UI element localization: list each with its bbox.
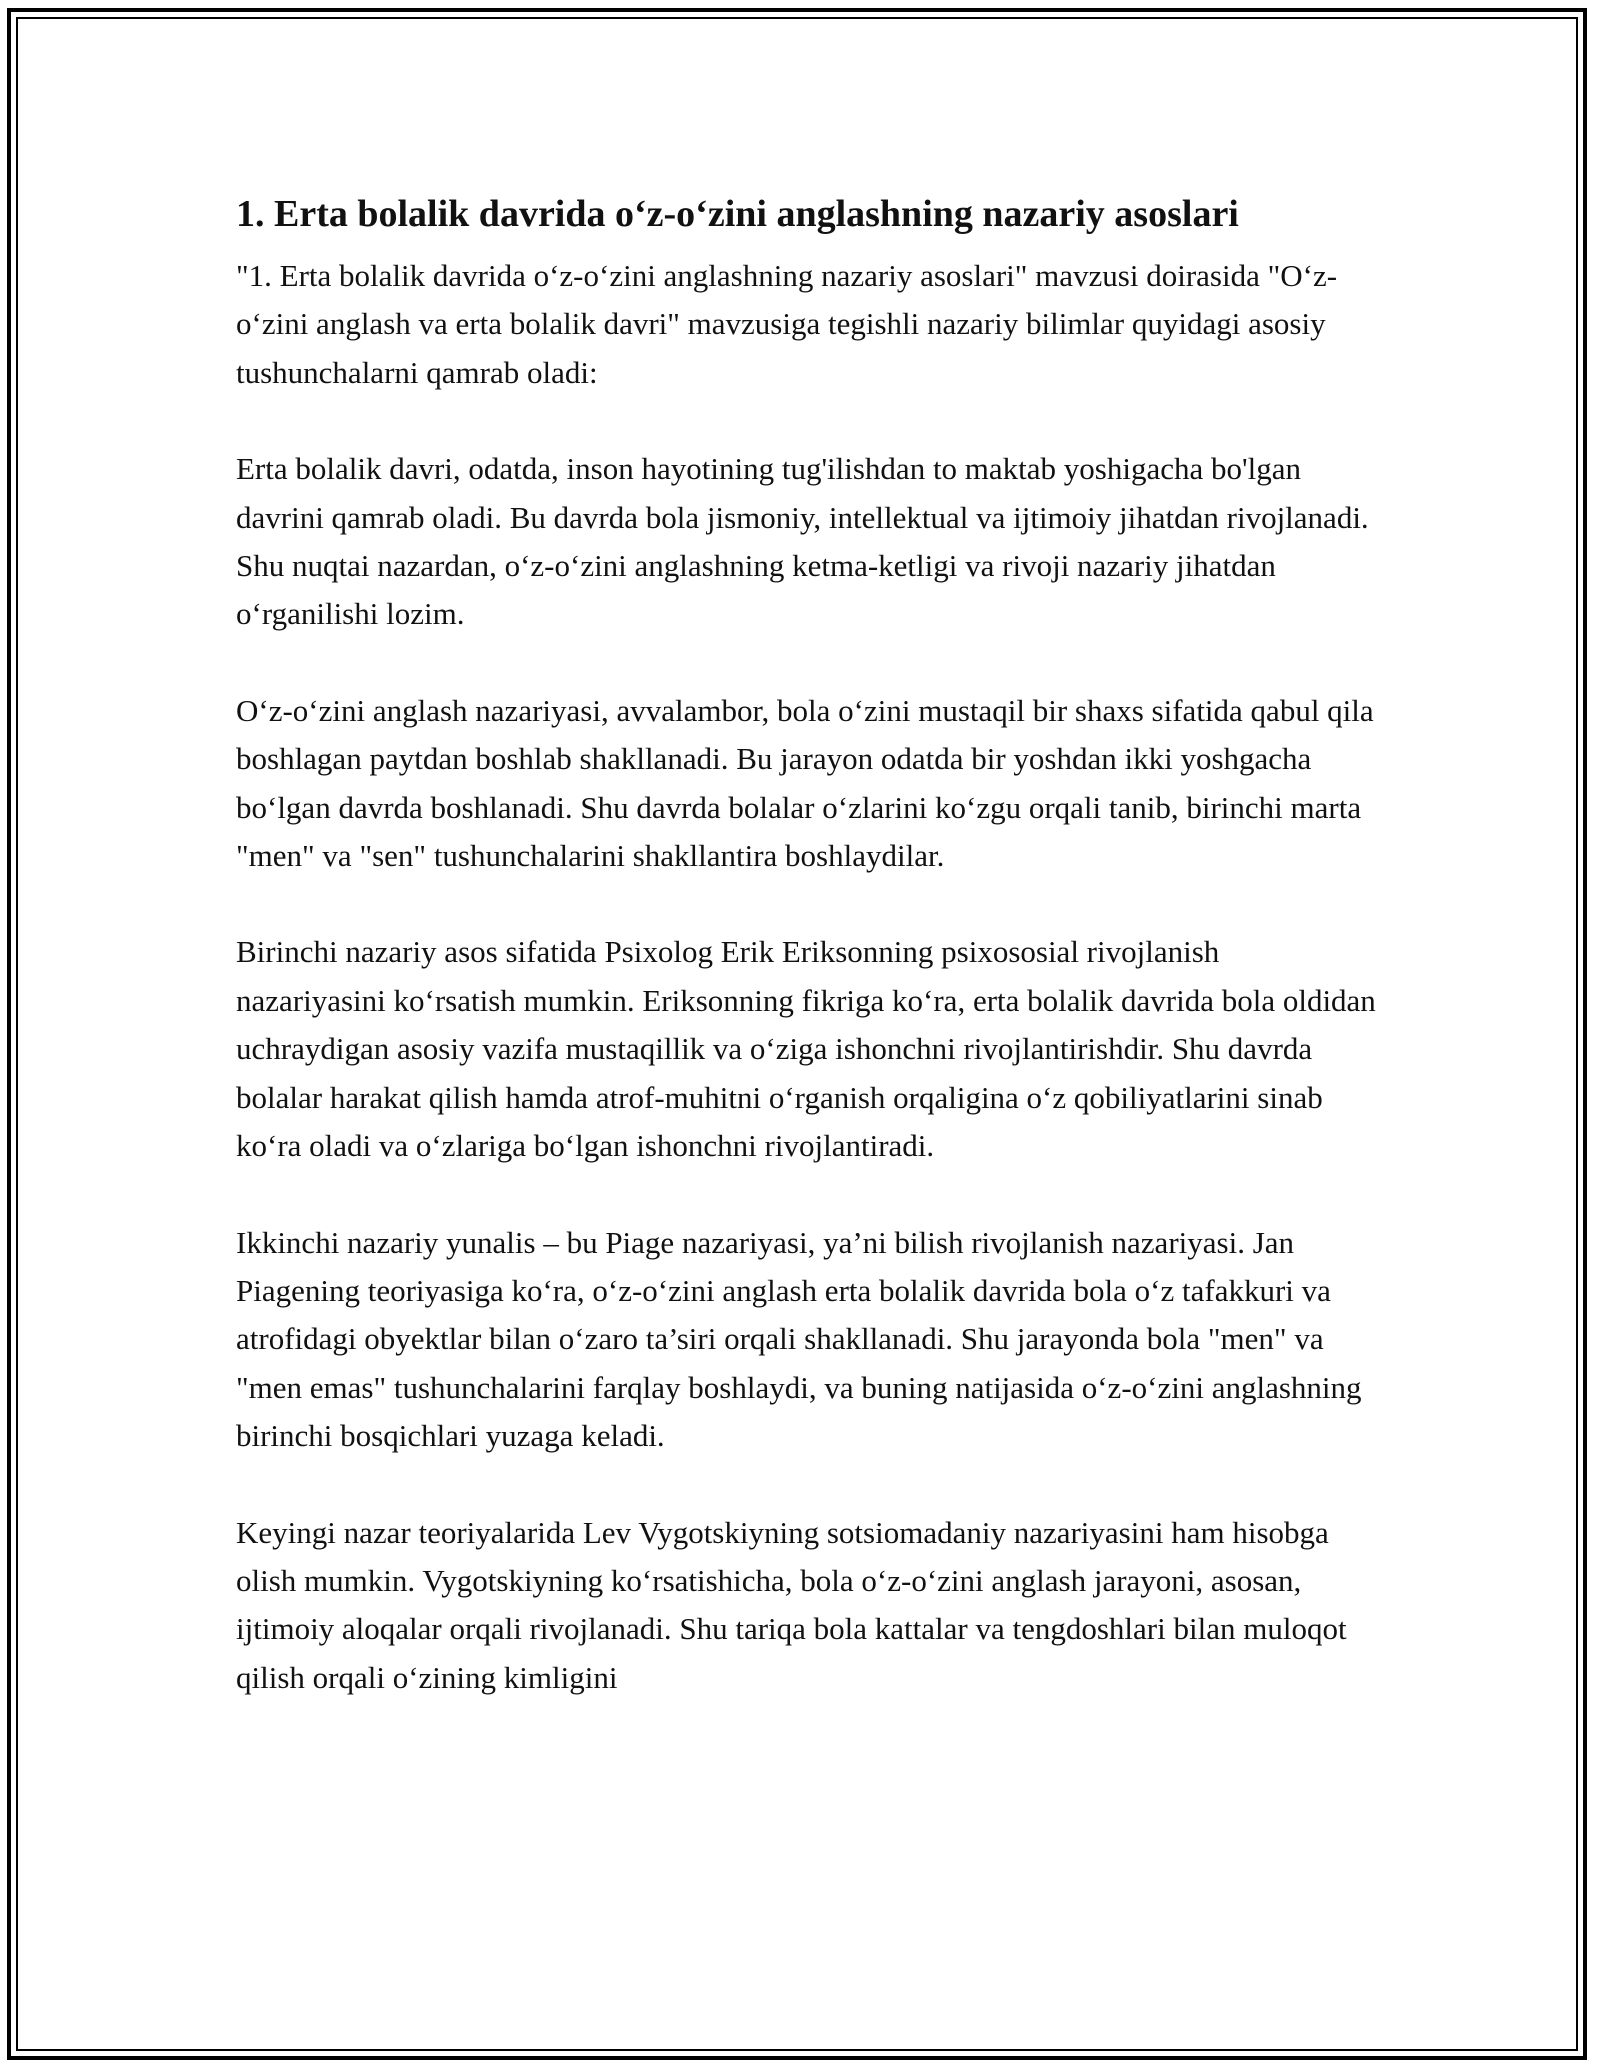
document-body	[236, 184, 1376, 1750]
paragraph-vygotsky: Keyingi nazar teoriyalarida Lev Vygotskiyning sotsiomadaniy nazariyasini ham hisobga olish mumkin. Vygotskiyning ko‘rsatishicha, bola o‘z-o‘zini anglash jarayoni, asosan, ijtimoiy aloqalar orqali rivojlanadi. Shu tariqa bola kattalar va tengdoshlari bilan muloqot qilish orqali o‘zining kimligini	[236, 1514, 1347, 1695]
document-title: 1. Erta bolalik davrida o‘z-o‘zini anglashning nazariy asoslari	[236, 193, 1239, 235]
paragraph-piaget: Ikkinchi nazariy yunalis – bu Piage nazariyasi, ya’ni bilish rivojlanish nazariyasi. Jan Piagening teoriyasiga ko‘ra, o‘z-o‘zini anglash erta bolalik davrida bola o‘z tafakkuri va atrofidagi obyektlar bilan o‘zaro ta’siri orqali shakllanadi. Shu jarayonda bola "men" va "men emas" tushunchalarini farqlay boshlaydi, va buning natijasida o‘z-o‘zini anglashning birinchi bosqichlari yuzaga keladi.	[236, 1224, 1362, 1454]
paragraph-erikson: Birinchi nazariy asos sifatida Psixolog Erik Eriksonning psixososial rivojlanish nazariyasini ko‘rsatish mumkin. Eriksonning fikriga ko‘ra, erta bolalik davrida bola oldidan uchraydigan asosiy vazifa mustaqillik va o‘ziga ishonchni rivojlantirishdir. Shu davrda bolalar harakat qilish hamda atrof-muhitni o‘rganish orqaligina o‘z qobiliyatlarini sinab ko‘ra oladi va o‘zlariga bo‘lgan ishonchni rivojlantiradi.	[236, 934, 1376, 1164]
paragraph-self-awareness-theory: O‘z-o‘zini anglash nazariyasi, avvalambor, bola o‘zini mustaqil bir shaxs sifatida qabul qila boshlagan paytdan boshlab shakllanadi. Bu jarayon odatda bir yoshdan ikki yoshgacha bo‘lgan davrda boshlanadi. Shu davrda bolalar o‘zlarini ko‘zgu orqali tanib, birinchi marta "men" va "sen" tushunchalarini shakllantira boshlaydilar.	[236, 692, 1374, 874]
paragraph-intro: "1. Erta bolalik davrida o‘z-o‘zini anglashning nazariy asoslari" mavzusi doirasida "O‘z-o‘zini anglash va erta bolalik davri" mavzusiga tegishli nazariy bilimlar quyidagi asosiy tushunchalarni qamrab oladi:	[236, 258, 1338, 390]
paragraph-early-childhood: Erta bolalik davri, odatda, inson hayotining tug'ilishdan to maktab yoshigacha bo'lgan davrini qamrab oladi. Bu davrda bola jismoniy, intellektual va ijtimoiy jihatdan rivojlanadi. Shu nuqtai nazardan, o‘z-o‘zini anglashning ketma-ketligi va rivoji nazariy jihatdan o‘rganilishi lozim.	[236, 451, 1369, 632]
